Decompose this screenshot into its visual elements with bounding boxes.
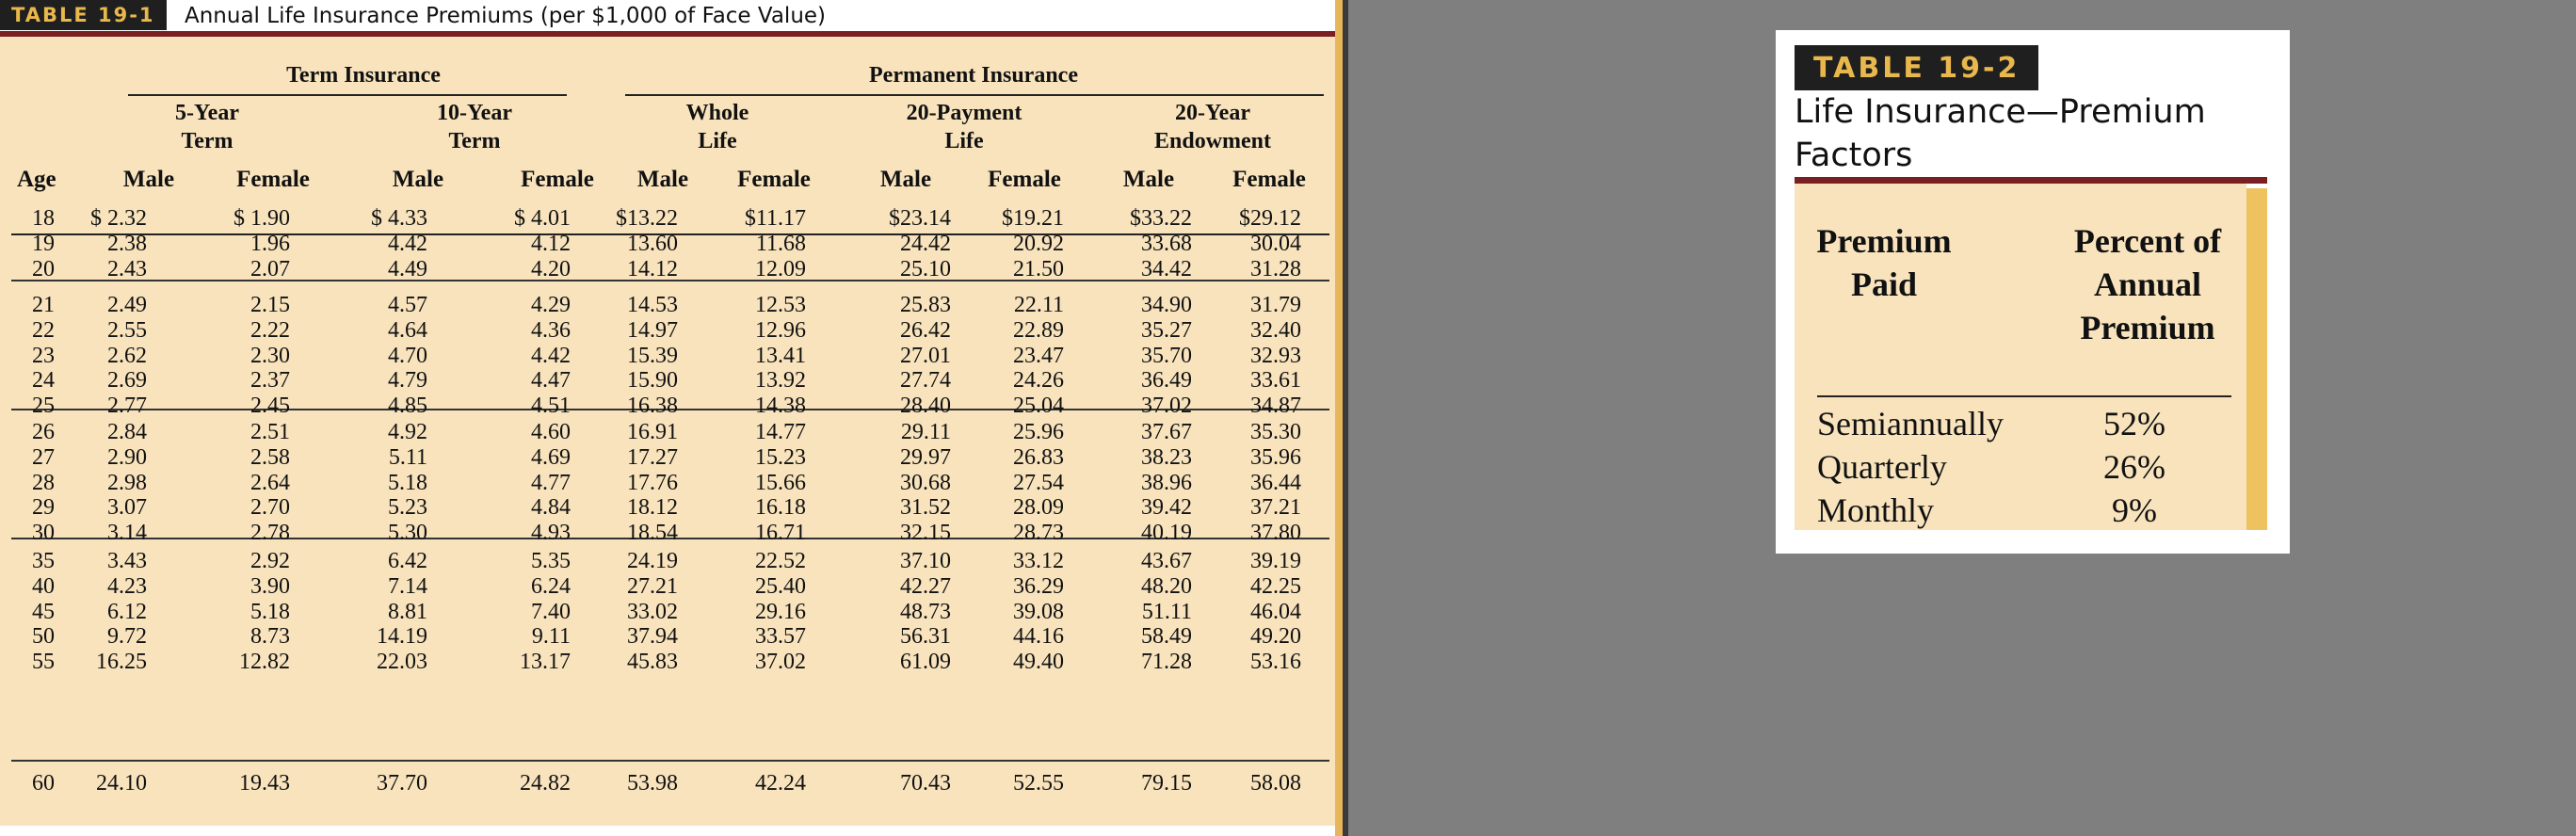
payment-frequency: Semiannually <box>1817 405 2004 442</box>
premium-cell: 17.76 <box>627 470 678 495</box>
premium-cell: 35.96 <box>1250 444 1301 470</box>
female-header: Female <box>988 167 1061 192</box>
table-title: Life Insurance—Premium Factors <box>1795 93 2206 174</box>
premium-cell: 15.90 <box>627 368 678 394</box>
premium-cell: 31.52 <box>900 495 951 521</box>
premium-cell: 12.82 <box>239 650 290 675</box>
age-cell: 21 <box>32 293 55 317</box>
subgroup-header-line: Life <box>944 129 984 153</box>
premium-cell: 2.64 <box>250 470 290 495</box>
group-rule-permanent <box>625 94 1324 96</box>
premium-cell: 20.92 <box>1013 231 1064 256</box>
premium-cell: 4.29 <box>531 293 571 317</box>
premium-cell: 11.68 <box>755 231 806 256</box>
premium-cell: 46.04 <box>1250 599 1301 624</box>
col-header-premium-paid <box>1813 219 1955 306</box>
panel-edge-bar <box>2246 188 2267 530</box>
premium-cell: 33.57 <box>755 624 806 650</box>
premium-cell: 4.93 <box>531 521 571 546</box>
male-header: Male <box>392 167 444 192</box>
premium-cell: $ 1.90 <box>233 206 290 231</box>
premium-cell: 33.68 <box>1141 231 1192 256</box>
premium-cell: 21.50 <box>1013 256 1064 281</box>
col-header-line: Premium <box>1816 222 1952 260</box>
premium-cell: 24.42 <box>900 231 951 256</box>
age-cell: 45 <box>32 599 55 624</box>
row-group-divider <box>11 760 1329 762</box>
female-header: Female <box>1232 167 1306 192</box>
premium-cell: 52.55 <box>1013 771 1064 796</box>
premium-cell: 2.49 <box>107 293 147 317</box>
col-header-line: Annual <box>2093 265 2202 303</box>
age-cell: 35 <box>32 549 55 573</box>
premium-cell: 24.82 <box>520 771 571 796</box>
premium-cell: 2.43 <box>107 256 147 281</box>
premium-cell: 12.96 <box>755 317 806 343</box>
premium-cell: 37.67 <box>1141 420 1192 444</box>
premium-cell: 14.38 <box>755 394 806 419</box>
premium-cell: 5.23 <box>388 495 427 521</box>
premium-cell: 14.97 <box>627 317 678 343</box>
age-cell: 24 <box>32 368 55 394</box>
female-header: Female <box>737 167 811 192</box>
title-rule <box>1795 177 2267 184</box>
premium-cell: 4.64 <box>388 317 427 343</box>
payment-frequency: Monthly <box>1817 491 1935 529</box>
premium-cell: 2.30 <box>250 343 290 368</box>
premium-cell: 24.19 <box>627 549 678 573</box>
premium-cell: 4.42 <box>531 343 571 368</box>
premium-cell: 2.38 <box>107 231 147 256</box>
premium-cell: 24.10 <box>96 771 147 796</box>
premium-cell: 4.60 <box>531 420 571 444</box>
premium-cell: 53.98 <box>627 771 678 796</box>
premium-cell: 70.43 <box>900 771 951 796</box>
premium-cell: $29.12 <box>1239 206 1301 231</box>
premium-cell: 4.85 <box>388 394 427 419</box>
subgroup-header-line: 5-Year <box>175 101 239 125</box>
age-cell: 50 <box>32 624 55 650</box>
age-cell: 30 <box>32 521 55 546</box>
premium-cell: $23.14 <box>889 206 951 231</box>
subgroup-header-line: Life <box>698 129 737 153</box>
premium-cell: 2.15 <box>250 293 290 317</box>
table-number-tag: TABLE 19-1 <box>0 0 167 30</box>
group-header-term: Term Insurance <box>286 63 441 88</box>
premium-cell: 61.09 <box>900 650 951 675</box>
premium-cell: 7.40 <box>531 599 571 624</box>
premium-cell: 30.68 <box>900 470 951 495</box>
premium-cell: 5.18 <box>388 470 427 495</box>
premium-cell: 4.92 <box>388 420 427 444</box>
premium-cell: 39.08 <box>1013 599 1064 624</box>
premium-cell: 2.98 <box>107 470 147 495</box>
subgroup-header-line: Term <box>181 129 233 153</box>
table-title-bar <box>0 0 1335 30</box>
premium-cell: 34.87 <box>1250 394 1301 419</box>
premium-cell: 5.11 <box>388 444 427 470</box>
premium-cell: 33.12 <box>1013 549 1064 573</box>
premium-cell: 40.19 <box>1141 521 1192 546</box>
premium-cell: 24.26 <box>1013 368 1064 394</box>
premium-cell: 25.83 <box>900 293 951 317</box>
premium-cell: 29.11 <box>900 420 951 444</box>
premium-cell: 4.36 <box>531 317 571 343</box>
premium-cell: 25.40 <box>755 573 806 599</box>
premium-cell: 27.54 <box>1013 470 1064 495</box>
premium-cell: 38.96 <box>1141 470 1192 495</box>
premium-cell: 37.94 <box>627 624 678 650</box>
premium-cell: 16.71 <box>755 521 806 546</box>
age-cell: 60 <box>32 771 55 796</box>
premium-cell: 42.24 <box>755 771 806 796</box>
premium-cell: 35.27 <box>1141 317 1192 343</box>
premium-cell: 4.49 <box>388 256 427 281</box>
premium-cell: 39.19 <box>1250 549 1301 573</box>
premium-cell: 29.16 <box>755 599 806 624</box>
premium-cell: 22.52 <box>755 549 806 573</box>
premium-cell: 30.04 <box>1250 231 1301 256</box>
premium-cell: 5.35 <box>531 549 571 573</box>
premium-cell: 2.45 <box>250 394 290 419</box>
premium-cell: 58.49 <box>1141 624 1192 650</box>
subgroup-header-line: Term <box>448 129 501 153</box>
premium-cell: 26.83 <box>1013 444 1064 470</box>
premium-cell: 5.18 <box>250 599 290 624</box>
premium-cell: 43.67 <box>1141 549 1192 573</box>
premium-cell: 36.49 <box>1141 368 1192 394</box>
premium-cell: 14.12 <box>627 256 678 281</box>
premium-cell: 44.16 <box>1013 624 1064 650</box>
premium-cell: $19.21 <box>1002 206 1064 231</box>
age-cell: 28 <box>32 470 55 495</box>
subgroup-header <box>371 99 578 155</box>
premium-cell: 2.77 <box>107 394 147 419</box>
premium-cell: 4.70 <box>388 343 427 368</box>
premium-cell: 9.72 <box>107 624 147 650</box>
premium-cell: 2.37 <box>250 368 290 394</box>
age-cell: 26 <box>32 420 55 444</box>
premium-cell: $13.22 <box>616 206 678 231</box>
premium-cell: 22.03 <box>377 650 427 675</box>
premium-cell: 56.31 <box>900 624 951 650</box>
premium-cell: 22.89 <box>1013 317 1064 343</box>
premium-cell: 36.44 <box>1250 470 1301 495</box>
premium-cell: 39.42 <box>1141 495 1192 521</box>
subgroup-header <box>861 99 1068 155</box>
premium-percent: 26% <box>2103 448 2165 486</box>
female-header: Female <box>236 167 310 192</box>
premium-cell: 42.27 <box>900 573 951 599</box>
premium-cell: 32.15 <box>900 521 951 546</box>
premium-cell: 18.54 <box>627 521 678 546</box>
premium-cell: 25.96 <box>1013 420 1064 444</box>
premium-cell: 49.40 <box>1013 650 1064 675</box>
premium-cell: 14.53 <box>627 293 678 317</box>
premium-cell: 28.40 <box>900 394 951 419</box>
premium-cell: 3.43 <box>107 549 147 573</box>
age-cell: 23 <box>32 343 55 368</box>
col-header-line: Percent of <box>2073 222 2222 260</box>
premium-cell: $ 2.32 <box>90 206 147 231</box>
premium-cell: 19.43 <box>239 771 290 796</box>
premium-cell: 2.90 <box>107 444 147 470</box>
premium-cell: 7.14 <box>388 573 427 599</box>
premium-cell: 27.21 <box>627 573 678 599</box>
male-header: Male <box>879 167 932 192</box>
premium-cell: 15.66 <box>755 470 806 495</box>
premium-cell: 79.15 <box>1141 771 1192 796</box>
premium-cell: 4.69 <box>531 444 571 470</box>
premium-cell: 4.84 <box>531 495 571 521</box>
premium-cell: 25.10 <box>900 256 951 281</box>
age-cell: 19 <box>32 231 55 256</box>
table-title: Annual Life Insurance Premiums (per $1,000 of Face Value) <box>185 4 827 28</box>
subgroup-header-line: Whole <box>685 101 749 125</box>
premium-cell: $ 4.01 <box>514 206 571 231</box>
col-header-line: Premium <box>2080 309 2215 346</box>
premium-cell: 16.25 <box>96 650 147 675</box>
group-rule-term <box>128 94 567 96</box>
subgroup-header-line: 10-Year <box>437 101 512 125</box>
premium-cell: 4.77 <box>531 470 571 495</box>
premium-cell: 32.93 <box>1250 343 1301 368</box>
subgroup-header-line: 20-Payment <box>906 101 1022 125</box>
premium-cell: 12.53 <box>755 293 806 317</box>
premium-factor-table <box>1795 184 2246 530</box>
premium-cell: $33.22 <box>1130 206 1192 231</box>
group-header-permanent: Permanent Insurance <box>869 63 1078 88</box>
age-cell: 40 <box>32 573 55 599</box>
premium-percent: 52% <box>2103 405 2165 442</box>
premium-cell: 28.09 <box>1013 495 1064 521</box>
premium-cell: 38.23 <box>1141 444 1192 470</box>
premium-cell: 3.14 <box>107 521 147 546</box>
premium-cell: 37.02 <box>1141 394 1192 419</box>
col-header-line: Paid <box>1850 265 1917 303</box>
premium-cell: 4.42 <box>388 231 427 256</box>
premium-cell: 4.47 <box>531 368 571 394</box>
premium-cell: 4.57 <box>388 293 427 317</box>
premium-cell: 42.25 <box>1250 573 1301 599</box>
age-header: Age <box>17 167 56 192</box>
premium-cell: 37.70 <box>377 771 427 796</box>
premium-cell: 18.12 <box>627 495 678 521</box>
premium-cell: 71.28 <box>1141 650 1192 675</box>
premium-cell: 2.07 <box>250 256 290 281</box>
premium-cell: 3.07 <box>107 495 147 521</box>
premium-cell: 16.18 <box>755 495 806 521</box>
premium-cell: 2.92 <box>250 549 290 573</box>
premium-cell: 37.02 <box>755 650 806 675</box>
premium-cell: 27.74 <box>900 368 951 394</box>
premium-cell: 29.97 <box>900 444 951 470</box>
col-header-percent <box>2049 219 2246 349</box>
premium-cell: 14.77 <box>755 420 806 444</box>
premium-cell: 4.23 <box>107 573 147 599</box>
premium-cell: 48.20 <box>1141 573 1192 599</box>
premium-cell: $11.17 <box>744 206 806 231</box>
premium-cell: 36.29 <box>1013 573 1064 599</box>
premium-cell: 53.16 <box>1250 650 1301 675</box>
premium-cell: 8.81 <box>388 599 427 624</box>
premium-cell: 16.91 <box>627 420 678 444</box>
age-cell: 20 <box>32 256 55 281</box>
premium-cell: 28.73 <box>1013 521 1064 546</box>
premium-cell: 2.22 <box>250 317 290 343</box>
male-header: Male <box>1122 167 1175 192</box>
payment-frequency: Quarterly <box>1817 448 1947 486</box>
female-header: Female <box>521 167 594 192</box>
premium-cell: 31.79 <box>1250 293 1301 317</box>
premium-cell: 33.61 <box>1250 368 1301 394</box>
premium-percent: 9% <box>2112 491 2157 529</box>
premium-cell: 3.90 <box>250 573 290 599</box>
premium-cell: 45.83 <box>627 650 678 675</box>
premium-cell: 2.78 <box>250 521 290 546</box>
premium-cell: $ 4.33 <box>371 206 427 231</box>
page-bottom-margin <box>0 826 1335 836</box>
male-header: Male <box>122 167 175 192</box>
premium-cell: 26.42 <box>900 317 951 343</box>
table-number-tag: TABLE 19-2 <box>1795 45 2038 90</box>
premium-cell: 2.55 <box>107 317 147 343</box>
premium-cell: 49.20 <box>1250 624 1301 650</box>
age-cell: 27 <box>32 444 55 470</box>
age-cell: 25 <box>32 394 55 419</box>
premium-cell: 14.19 <box>377 624 427 650</box>
premium-cell: 2.51 <box>250 420 290 444</box>
premium-cell: 2.84 <box>107 420 147 444</box>
premium-cell: 37.10 <box>900 549 951 573</box>
premium-table <box>0 37 1335 826</box>
premium-cell: 15.23 <box>755 444 806 470</box>
premium-cell: 31.28 <box>1250 256 1301 281</box>
premium-cell: 13.92 <box>755 368 806 394</box>
premium-cell: 4.12 <box>531 231 571 256</box>
premium-cell: 16.38 <box>627 394 678 419</box>
premium-cell: 32.40 <box>1250 317 1301 343</box>
premium-cell: 2.70 <box>250 495 290 521</box>
subgroup-header-line: 20-Year <box>1175 101 1250 125</box>
subgroup-header-line: Endowment <box>1153 129 1272 153</box>
subgroup-header <box>1109 99 1316 155</box>
premium-cell: 6.12 <box>107 599 147 624</box>
premium-cell: 17.27 <box>627 444 678 470</box>
subgroup-header <box>614 99 821 155</box>
premium-cell: 34.90 <box>1141 293 1192 317</box>
premium-cell: 51.11 <box>1141 599 1192 624</box>
premium-cell: 8.73 <box>250 624 290 650</box>
premium-cell: 2.69 <box>107 368 147 394</box>
premium-cell: 34.42 <box>1141 256 1192 281</box>
premium-cell: 23.47 <box>1013 343 1064 368</box>
premium-cell: 15.39 <box>627 343 678 368</box>
premium-cell: 6.24 <box>531 573 571 599</box>
premium-cell: 27.01 <box>900 343 951 368</box>
premium-cell: 35.70 <box>1141 343 1192 368</box>
page-edge-bar <box>1335 0 1348 836</box>
premium-cell: 4.20 <box>531 256 571 281</box>
header-rule <box>1817 395 2231 397</box>
age-cell: 22 <box>32 317 55 343</box>
age-cell: 29 <box>32 495 55 521</box>
premium-cell: 2.58 <box>250 444 290 470</box>
premium-cell: 25.04 <box>1013 394 1064 419</box>
premium-cell: 13.17 <box>520 650 571 675</box>
premium-cell: 58.08 <box>1250 771 1301 796</box>
premium-cell: 1.96 <box>250 231 290 256</box>
premium-cell: 4.51 <box>531 394 571 419</box>
age-cell: 55 <box>32 650 55 675</box>
premium-cell: 48.73 <box>900 599 951 624</box>
age-cell: 18 <box>32 206 55 231</box>
premium-cell: 13.60 <box>627 231 678 256</box>
premium-cell: 2.62 <box>107 343 147 368</box>
subgroup-header <box>104 99 311 155</box>
premium-cell: 37.80 <box>1250 521 1301 546</box>
table-19-2-card <box>1776 30 2290 554</box>
premium-cell: 33.02 <box>627 599 678 624</box>
premium-cell: 9.11 <box>531 624 571 650</box>
premium-cell: 6.42 <box>388 549 427 573</box>
premium-cell: 4.79 <box>388 368 427 394</box>
premium-cell: 13.41 <box>755 343 806 368</box>
male-header: Male <box>636 167 689 192</box>
premium-cell: 5.30 <box>388 521 427 546</box>
premium-cell: 22.11 <box>1013 293 1064 317</box>
premium-cell: 12.09 <box>755 256 806 281</box>
premium-cell: 37.21 <box>1250 495 1301 521</box>
premium-cell: 35.30 <box>1250 420 1301 444</box>
